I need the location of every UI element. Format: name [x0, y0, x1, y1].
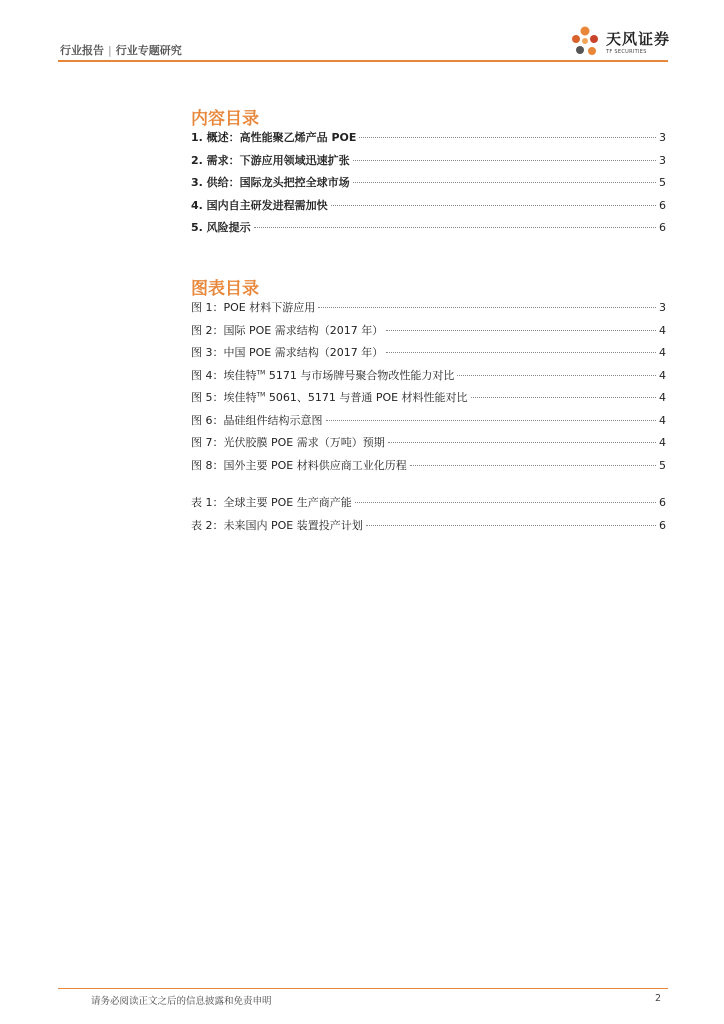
figure-item-label: 图 8：国外主要 POE 材料供应商工业化历程	[191, 458, 407, 472]
toc-leader	[388, 442, 656, 443]
figure-item-label	[191, 367, 454, 383]
figure-item[interactable]	[191, 434, 666, 457]
table-item-page: 6	[659, 496, 666, 509]
contents-title: 内容目录	[191, 109, 259, 129]
tables-list	[191, 494, 666, 539]
toc-item-label: 1. 概述：高性能聚乙烯产品 POE	[191, 131, 357, 144]
toc-item-label: 4. 国内自主研发进程需加快	[191, 198, 328, 212]
figure-item-page: 4	[659, 323, 666, 337]
toc-item[interactable]	[191, 174, 666, 197]
toc-item[interactable]	[191, 152, 666, 175]
figures-list	[191, 299, 666, 479]
toc-item[interactable]	[191, 197, 666, 220]
header-separator: |	[108, 44, 112, 57]
table-item[interactable]	[191, 494, 666, 517]
figure-item[interactable]	[191, 389, 666, 412]
figure-item-label: 图 1：POE 材料下游应用	[191, 301, 316, 314]
toc-item[interactable]	[191, 129, 666, 152]
figure-item-page: 5	[659, 458, 666, 472]
flower-logo-icon	[568, 22, 604, 62]
toc-leader	[386, 330, 656, 331]
trademark-mark: TM	[256, 368, 266, 376]
figure-item[interactable]	[191, 344, 666, 367]
toc-leader	[318, 307, 656, 308]
toc-item-page: 3	[659, 153, 666, 167]
toc-leader	[410, 465, 656, 466]
toc-item-page: 3	[659, 131, 666, 144]
figure-item[interactable]	[191, 322, 666, 345]
subcategory-label: 行业专题研究	[115, 44, 182, 57]
footer-divider	[58, 988, 668, 989]
toc-item-label: 3. 供给：国际龙头把控全球市场	[191, 176, 350, 189]
toc-leader	[471, 397, 656, 398]
toc-leader	[359, 137, 656, 138]
contents-list	[191, 129, 666, 242]
brand-logo	[568, 22, 678, 62]
figure-item[interactable]	[191, 299, 666, 322]
table-item-label: 表 1：全球主要 POE 生产商产能	[191, 496, 352, 509]
figure-item-page: 4	[659, 436, 666, 449]
figure-item-label: 图 3：中国 POE 需求结构（2017 年）	[191, 346, 384, 359]
brand-subtitle: TF SECURITIES	[606, 49, 647, 55]
figure-label-end: 5061、5171 与普通 POE 材料性能对比	[265, 391, 468, 404]
figure-item-page: 4	[659, 346, 666, 359]
toc-leader	[326, 420, 657, 421]
table-item-label: 表 2：未来国内 POE 装置投产计划	[191, 518, 363, 532]
toc-item-label: 5. 风险提示	[191, 221, 251, 234]
figure-item-label: 图 7：光伏胶膜 POE 需求（万吨）预期	[191, 436, 385, 449]
brand-name: 天风证券	[606, 30, 671, 48]
figure-item-label: 图 6：晶硅组件结构示意图	[191, 413, 323, 427]
toc-item-page: 5	[659, 176, 666, 189]
table-item-page: 6	[659, 518, 666, 532]
toc-item-page: 6	[659, 198, 666, 212]
figure-item-page: 3	[659, 301, 666, 314]
figure-item-page: 4	[659, 391, 666, 404]
toc-item-label: 2. 需求：下游应用领域迅速扩张	[191, 153, 350, 167]
figure-label-start: 图 5：埃佳特	[191, 391, 257, 404]
figure-item-label: 图 2：国际 POE 需求结构（2017 年）	[191, 323, 384, 337]
toc-leader	[353, 160, 656, 161]
figure-item-label	[191, 389, 468, 405]
category-label: 行业报告	[60, 44, 104, 57]
toc-item-page: 6	[659, 221, 666, 234]
figure-item-page: 4	[659, 413, 666, 427]
page-number: 2	[655, 993, 662, 1004]
figure-item-page: 4	[659, 368, 666, 382]
table-item[interactable]	[191, 517, 666, 540]
figure-label-start: 图 4：埃佳特	[191, 368, 257, 382]
toc-leader	[353, 182, 656, 183]
footer-disclaimer: 请务必阅读正文之后的信息披露和免责申明	[91, 996, 272, 1007]
figure-item[interactable]	[191, 367, 666, 390]
toc-leader	[331, 205, 656, 206]
figure-label-end: 5171 与市场牌号聚合物改性能力对比	[265, 368, 455, 382]
figures-title: 图表目录	[191, 279, 259, 299]
toc-leader	[254, 227, 656, 228]
figure-item[interactable]	[191, 412, 666, 435]
toc-leader	[366, 525, 656, 526]
toc-leader	[355, 502, 656, 503]
trademark-mark: TM	[256, 391, 266, 399]
toc-leader	[386, 352, 656, 353]
figure-item[interactable]	[191, 457, 666, 480]
report-category	[60, 42, 182, 58]
toc-item[interactable]	[191, 219, 666, 242]
header-divider	[58, 60, 668, 62]
toc-leader	[457, 375, 656, 376]
